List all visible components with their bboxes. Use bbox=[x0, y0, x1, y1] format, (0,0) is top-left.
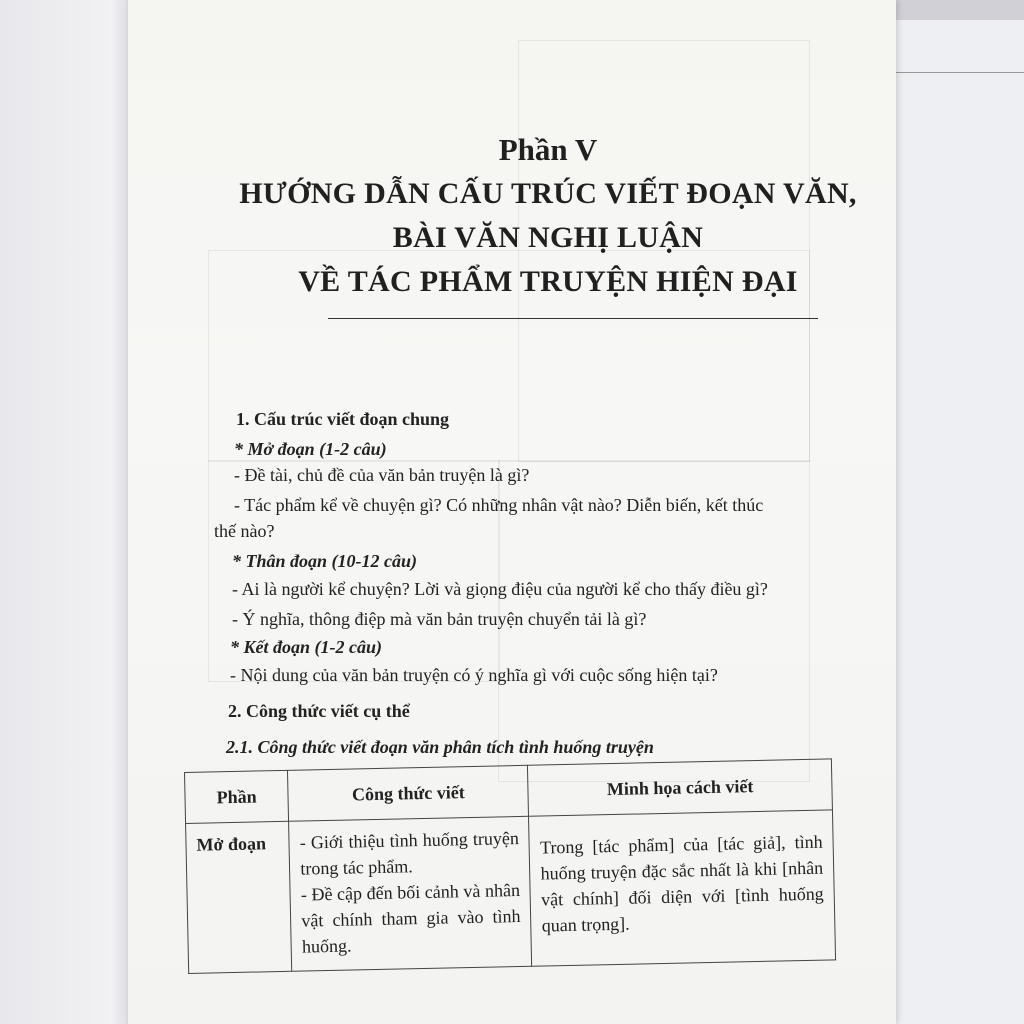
table-header: Công thức viết bbox=[288, 765, 529, 821]
ket-doan-item: - Nội dung của văn bản truyện có ý nghĩa gì với cuộc sống hiện tại? bbox=[230, 665, 718, 685]
title-line-3: VỀ TÁC PHẨM TRUYỆN HIỆN ĐẠI bbox=[298, 265, 798, 298]
table-cell-formula bbox=[289, 816, 532, 971]
section2-heading: 2. Công thức viết cụ thể bbox=[228, 701, 410, 721]
section1-heading: 1. Cấu trúc viết đoạn chung bbox=[236, 409, 450, 429]
example-text: Trong [tác phẩm] của [tác giả], tình huống truyện đặc sắc nhất là khi [nhân vật chính] đối diện với [tình huống quan trọng]. bbox=[539, 831, 824, 936]
row-part-label: Mở đoạn bbox=[196, 833, 267, 855]
table-cell-part bbox=[186, 821, 292, 973]
part-label: Phần V bbox=[498, 132, 598, 167]
than-doan-item: - Ai là người kể chuyện? Lời và giọng điệu của người kể cho thấy điều gì? bbox=[232, 579, 768, 599]
mo-doan-item: - Tác phẩm kể về chuyện gì? Có những nhân vật nào? Diễn biến, kết thúc bbox=[234, 495, 764, 515]
title-underline bbox=[328, 318, 818, 319]
table-row bbox=[186, 810, 836, 974]
mo-doan-label: * Mở đoạn (1-2 câu) bbox=[234, 439, 387, 459]
section2-subheading: 2.1. Công thức viết đoạn văn phân tích tình huống truyện bbox=[226, 737, 654, 757]
chapter-title-block bbox=[218, 128, 878, 304]
formula-item: - Đề cập đến bối cảnh và nhân vật chính tham gia vào tình huống. bbox=[300, 879, 521, 957]
table-header: Minh họa cách viết bbox=[528, 759, 833, 816]
formula-table bbox=[184, 758, 836, 974]
book-page bbox=[128, 0, 896, 1024]
mo-doan-item: thế nào? bbox=[214, 521, 275, 541]
table-cell-example bbox=[529, 810, 836, 966]
than-doan-label: * Thân đoạn (10-12 câu) bbox=[232, 551, 418, 571]
formula-item: - Giới thiệu tình huống truyện trong tác phẩm. bbox=[299, 828, 520, 879]
title-line-2: BÀI VĂN NGHỊ LUẬN bbox=[392, 221, 704, 254]
mo-doan-item: - Đề tài, chủ đề của văn bản truyện là gì? bbox=[234, 465, 530, 485]
than-doan-item: - Ý nghĩa, thông điệp mà văn bản truyện chuyển tải là gì? bbox=[232, 609, 647, 629]
background-left bbox=[0, 0, 140, 1024]
table-header: Phần bbox=[185, 770, 289, 823]
ket-doan-label: * Kết đoạn (1-2 câu) bbox=[230, 637, 382, 657]
title-line-1: HƯỚNG DẪN CẤU TRÚC VIẾT ĐOẠN VĂN, bbox=[239, 177, 857, 210]
